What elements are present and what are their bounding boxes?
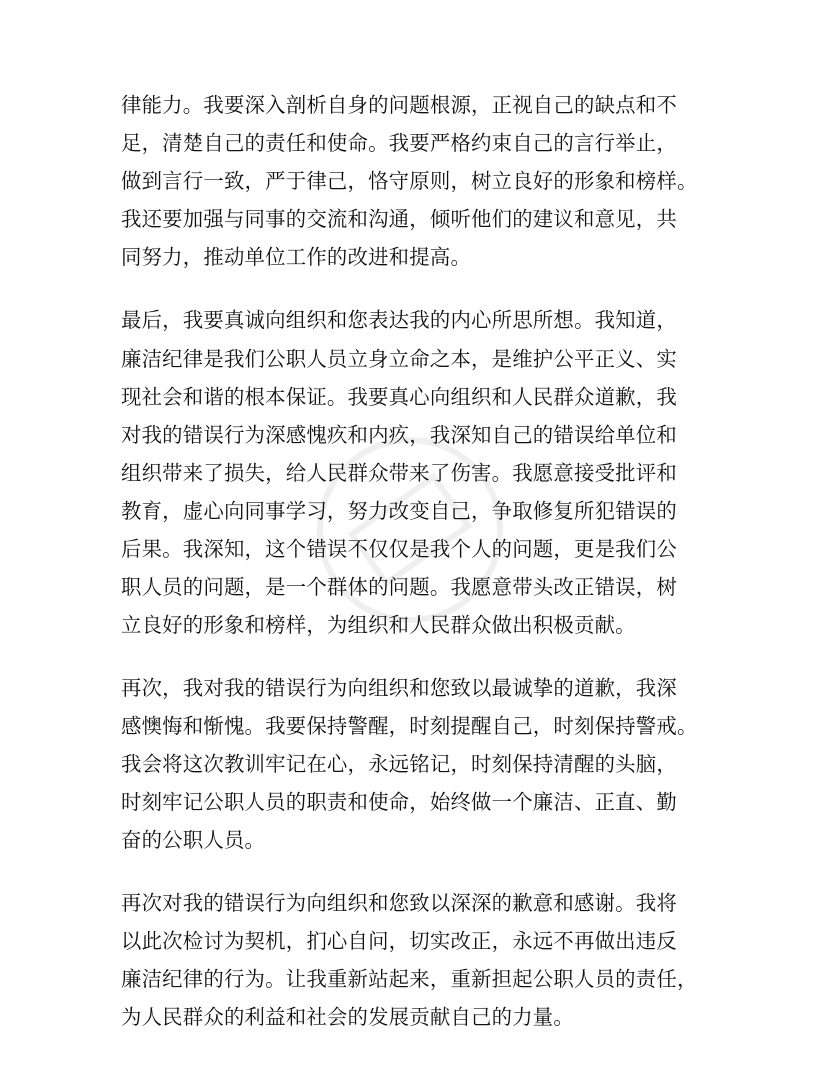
paragraph-line: 廉洁纪律的行为。让我重新站起来，重新担起公职人员的责任，	[121, 967, 698, 991]
paragraph-line: 为人民群众的利益和社会的发展贡献自己的力量。	[121, 1005, 574, 1029]
paragraph-line: 感懊悔和惭愧。我要保持警醒，时刻提醒自己，时刻保持警戒。	[121, 714, 698, 738]
paragraph-line: 我会将这次教训牢记在心，永远铭记，时刻保持清醒的头脑，	[121, 752, 677, 776]
paragraph-line: 我还要加强与同事的交流和沟通，倾听他们的建议和意见，共	[121, 207, 677, 231]
paragraph-line: 对我的错误行为深感愧疚和内疚，我深知自己的错误给单位和	[121, 423, 677, 447]
paragraph-line: 后果。我深知，这个错误不仅仅是我个人的问题，更是我们公	[121, 537, 677, 561]
paragraph-line: 立良好的形象和榜样，为组织和人民群众做出积极贡献。	[121, 613, 636, 637]
paragraph-line: 律能力。我要深入剖析自身的问题根源，正视自己的缺点和不	[121, 93, 677, 117]
paragraph-line: 廉洁纪律是我们公职人员立身立命之本，是维护公平正义、实	[121, 347, 677, 371]
paragraph-line: 再次对我的错误行为向组织和您致以深深的歉意和感谢。我将	[121, 891, 677, 915]
paragraph-line: 职人员的问题，是一个群体的问题。我愿意带头改正错误，树	[121, 575, 677, 599]
paragraph-line: 以此次检讨为契机，扪心自问，切实改正，永远不再做出违反	[121, 929, 677, 953]
paragraph-line: 同努力，推动单位工作的改进和提高。	[121, 245, 472, 269]
paragraph-line: 现社会和谐的根本保证。我要真心向组织和人民群众道歉，我	[121, 385, 677, 409]
paragraph-line: 足，清楚自己的责任和使命。我要严格约束自己的言行举止，	[121, 131, 677, 155]
paragraph-line: 做到言行一致，严于律己，恪守原则，树立良好的形象和榜样。	[121, 169, 698, 193]
paragraph-line: 时刻牢记公职人员的职责和使命，始终做一个廉洁、正直、勤	[121, 790, 677, 814]
paragraph-line: 最后，我要真诚向组织和您表达我的内心所思所想。我知道，	[121, 308, 677, 332]
paragraph-line: 组织带来了损失，给人民群众带来了伤害。我愿意接受批评和	[121, 461, 677, 485]
paragraph-line: 再次，我对我的错误行为向组织和您致以最诚挚的道歉，我深	[121, 676, 677, 700]
paragraph-line: 教育，虚心向同事学习，努力改变自己，争取修复所犯错误的	[121, 499, 677, 523]
paragraph-line: 奋的公职人员。	[121, 828, 266, 852]
